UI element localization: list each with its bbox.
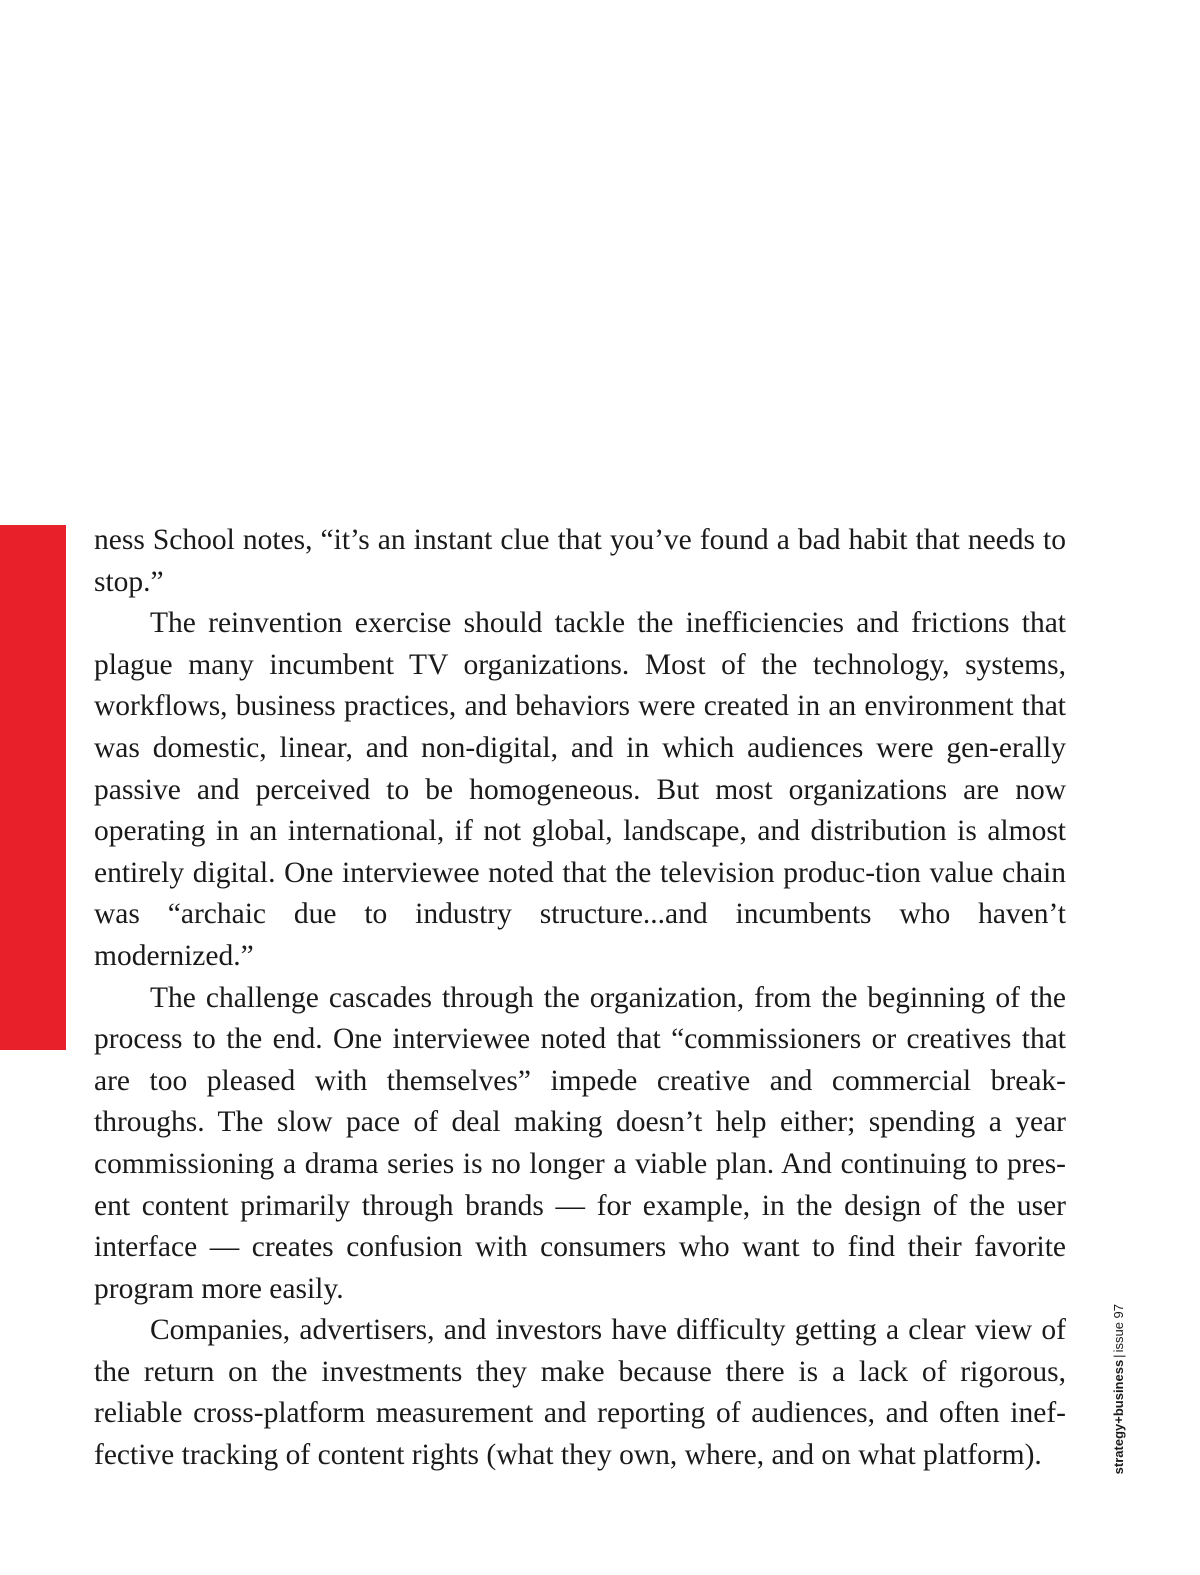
page-number: 106 (18, 1521, 48, 1540)
section-separator: | (23, 1168, 44, 1175)
article-paragraph: ness School notes, “it’s an instant clue that you’ve found a bad habit that needs to stop.” (94, 524, 1066, 598)
magazine-name: strategy+business (1111, 1359, 1126, 1475)
credit-separator: | (1111, 1354, 1126, 1358)
magazine-credit (1110, 1304, 1128, 1474)
article-body (94, 520, 1066, 1477)
section-feature-word: feature (23, 1103, 44, 1166)
section-label (20, 1103, 46, 1345)
section-topic: tech & innovation (23, 1177, 44, 1345)
section-side-tab (0, 525, 66, 1540)
article-paragraph: The reinvention exercise should tackle the inefficiencies and frictions that plague many incumbent TV organizations. Most of the technology, systems, workflows, business practices, and behaviors were created in an environment that was domestic, linear, and non-digital, and in which audiences were gen-erally passive and perceived to be homogeneous. But most organizations are now operating in an international, if not global, landscape, and distribution is almost entirely digital. One interviewee noted that the television produc-tion value chain was “archaic due to industry structure...and incumbents who haven’t modernized.” (94, 607, 1066, 972)
article-paragraph: The challenge cascades through the organization, from the beginning of the process to the end. One interviewee noted that “commissioners or creatives that are too pleased with themselves” impede creative and commercial break-throughs. The slow pace of deal making doesn’t help either; spending a year commissioning a drama series is no longer a viable plan. And continuing to pres-ent content primarily through brands — for example, in the design of the user interface — creates confusion with consumers who want to find their favorite program more easily. (94, 981, 1066, 1305)
issue-number: issue 97 (1111, 1304, 1126, 1353)
article-paragraph: Companies, advertisers, and investors have difficulty getting a clear view of the return on the investments they make because there is a lack of rigorous, reliable cross-platform measurement and reporting of audiences, and often inef-fective tracking of content rights (what they own, where, and on what platform). (94, 1314, 1066, 1472)
